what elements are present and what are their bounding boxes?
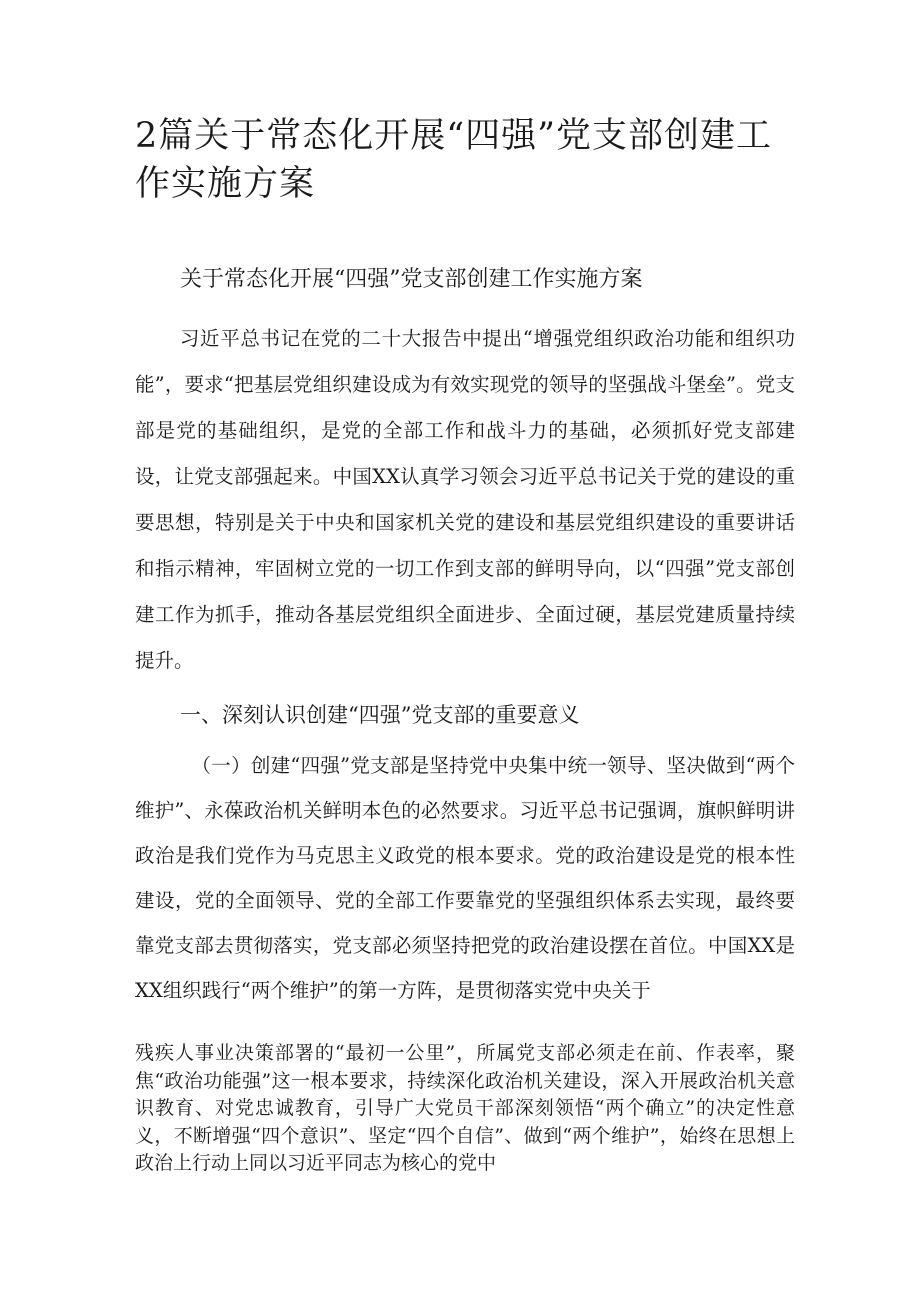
body-paragraph-continued: 残疾人事业决策部署的“最初一公里”，所属党支部必须走在前、作表率，聚焦“政治功能强”这一根本要求，持续深化政治机关建设，深入开展政治机关意识教育、对党忠诚教育，引导广大党员干部深刻领悟“两个确立”的决定性意义，不断增强“四个意识”、坚定“四个自信”、做到“两个维护”，始终在思想上政治上行动上同以习近平同志为核心的党中: [135, 1042, 795, 1174]
document-subtitle: 关于常态化开展“四强”党支部创建工作实施方案: [180, 267, 643, 292]
section-heading-1: 一、深刻认识创建“四强”党支部的重要意义: [180, 703, 580, 727]
body-paragraph-1-1: （一）创建“四强”党支部是坚持党中央集中统一领导、坚决做到“两个维护”、永葆政治机关鲜明本色的必然要求。习近平总书记强调，旗帜鲜明讲政治是我们党作为马克思主义政党的根本要求。党的政治建设是党的根本性建设，党的全面领导、党的全部工作要靠党的坚强组织体系去实现，最终要靠党支部去贯彻落实，党支部必须坚持把党的政治建设摆在首位。中国XX是XX组织践行“两个维护”的第一方阵，是贯彻落实党中央关于: [135, 754, 795, 1002]
body-paragraph-intro: 习近平总书记在党的二十大报告中提出“增强党组织政治功能和组织功能”，要求“把基层党组织建设成为有效实现党的领导的坚强战斗堡垒”。党支部是党的基础组织，是党的全部工作和战斗力的基础，必须抓好党支部建设，让党支部强起来。中国XX认真学习领会习近平总书记关于党的建设的重要思想，特别是关于中央和国家机关党的建设和基层党组织建设的重要讲话和指示精神，牢固树立党的一切工作到支部的鲜明导向，以“四强”党支部创建工作为抓手，推动各基层党组织全面进步、全面过硬，基层党建质量持续提升。: [135, 327, 795, 672]
document-title: 2篇关于常态化开展“四强”党支部创建工作实施方案: [135, 116, 773, 204]
